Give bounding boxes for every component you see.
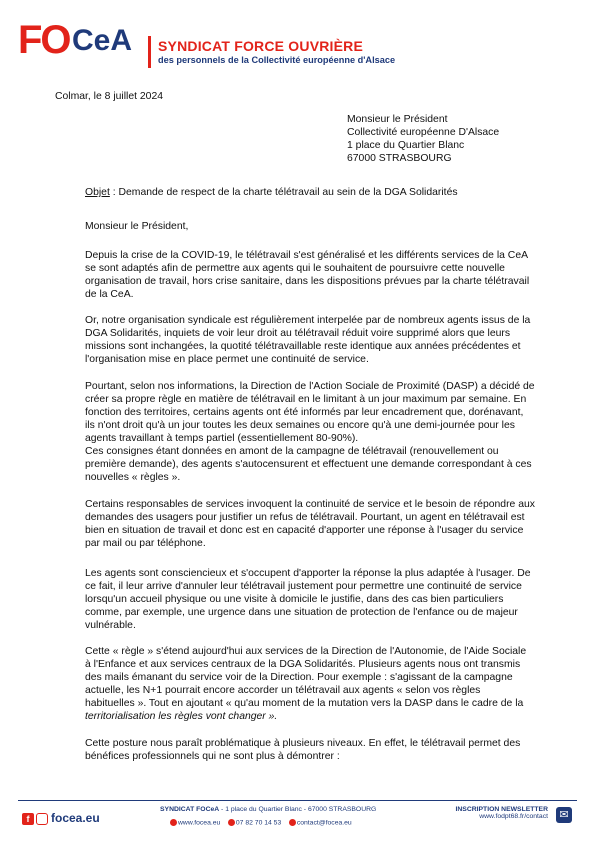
body-paragraph: [85, 645, 527, 723]
union-subtitle: des personnels de la Collectivité européenne d'Alsace: [158, 55, 396, 65]
paragraph-line: première demande), des agents s'autocensurent et effectuent une demande correspondant à ces: [85, 459, 532, 470]
paragraph-line: fonction des territoires, certains agents ont été informés par leur encadrement que, dorénavant,: [85, 407, 524, 418]
header-divider: [148, 36, 151, 68]
salutation: Monsieur le Président,: [85, 221, 189, 232]
paragraph-line: se sont adaptés afin de permettre aux agents qui le souhaitent de poursuivre cette nouvelle: [85, 263, 505, 274]
paragraph-line: Depuis la crise de la COVID-19, le télétravail s'est généralisé et les différents services de la CeA: [85, 250, 529, 261]
union-title: SYNDICAT FORCE OUVRIÈRE: [158, 38, 364, 54]
paragraph-line: missions sont inchangées, la quotité télétravaillable reste identique aux années précédentes et: [85, 341, 521, 352]
footer-email[interactable]: contact@focea.eu: [296, 819, 352, 827]
paragraph-line: créer sa propre règle en matière de télétravail en le limitant à un jour maximum par semaine. En: [85, 394, 527, 405]
body-paragraph: [85, 314, 531, 366]
paragraph-line: des mails émanant du service voir de la Direction. Pour exemple : s'agissant de la campagne: [85, 672, 513, 683]
paragraph-line: Cette « règle » s'étend aujourd'hui aux services de la Direction de l'Autonomie, de l'Aide Sociale: [85, 646, 527, 657]
newsletter-label: INSCRIPTION NEWSLETTER: [455, 806, 548, 813]
paragraph-line: DGA Solidarités, inquiets de voir leur droit au télétravail réduit voire supprimé alors que leurs: [85, 328, 511, 339]
mail-icon[interactable]: ✉: [556, 807, 572, 823]
body-paragraph: [85, 380, 535, 484]
paragraph-line: vulnérable.: [85, 620, 136, 631]
footer-brand[interactable]: [22, 811, 100, 825]
paragraph-line: Ces consignes étant données en amont de la campagne de télétravail (renouvellement ou: [85, 446, 499, 457]
facebook-icon[interactable]: f: [22, 813, 34, 825]
paragraph-line: Certains responsables de services invoquent la continuité de service et le besoin de répondre aux: [85, 499, 535, 510]
paragraph-line: ils n'ont droit qu'à un jour toutes les deux semaines ou encore qu'à une demi-journée pour les: [85, 420, 515, 431]
phone-icon: [228, 819, 235, 826]
paragraph-line: agents travaillant à temps partiel (essentiellement 80-90%).: [85, 433, 359, 444]
paragraph-line: Or, notre organisation syndicale est régulièrement interpelée par de nombreux agents issus de la: [85, 315, 531, 326]
paragraph-line: comme, par exemple, une urgence dans une situation de protection de l'enfance ou de majeur: [85, 607, 518, 618]
newsletter-block: [444, 806, 548, 820]
subject-line: [85, 186, 458, 199]
globe-icon: [170, 819, 177, 826]
paragraph-line: Les agents sont consciencieux et s'occupent d'apporter la réponse la plus adaptée à l'usager. De: [85, 568, 531, 579]
paragraph-line: Pourtant, selon nos informations, la Direction de l'Action Sociale de Proximité (DASP) a décidé de: [85, 381, 535, 392]
recipient-line: Collectivité européenne D'Alsace: [347, 127, 500, 138]
paragraph-line: nouvelles « règles ».: [85, 472, 181, 483]
footer-address: [160, 806, 376, 813]
recipient-line: Monsieur le Président: [347, 114, 448, 125]
paragraph-line: l'organisation mise en place permet une continuité de service.: [85, 354, 369, 365]
cea-logo: CeA: [72, 24, 133, 57]
subject-label: Objet: [85, 187, 110, 198]
footer-address-text: - 1 place du Quartier Blanc - 67000 STRASBOURG: [219, 806, 377, 813]
paragraph-line: habituelles ». Tout en ajoutant « qu'au moment de la mutation vers la DASP dans le cadre de la: [85, 698, 524, 709]
body-paragraph: [85, 498, 535, 550]
footer-phone[interactable]: 07 82 70 14 53: [235, 819, 282, 827]
paragraph-line: à l'Enfance et aux services centraux de la DGA Solidarités. Plusieurs agents nous ont transmis: [85, 659, 521, 670]
fo-logo: FO: [18, 18, 70, 62]
footer-org: SYNDICAT FOCeA: [160, 806, 220, 813]
paragraph-line: par mail ou par téléphone.: [85, 538, 206, 549]
at-icon: [289, 819, 296, 826]
footer-site-link[interactable]: focea.eu: [51, 811, 100, 825]
paragraph-line: Cette posture nous paraît problématique à plusieurs niveaux. En effet, le télétravail permet des: [85, 738, 521, 749]
paragraph-line: bien en situation de travail et donc est en capacité d'apporter une réponse à l'usager du service: [85, 525, 524, 536]
letterhead: [18, 14, 578, 74]
body-paragraph: [85, 737, 521, 763]
footer-contacts: [170, 819, 352, 826]
body-paragraph: [85, 567, 531, 632]
paragraph-line: ce fait, il leur arrive d'annuler leur télétravail justement pour permettre une continuité de service: [85, 581, 522, 592]
paragraph-line: bénéfices professionnels qui ne sont plus à démontrer :: [85, 751, 340, 762]
paragraph-line: de la CeA.: [85, 289, 134, 300]
paragraph-line: actuelle, les N+1 pourrait encore accorder un télétravail aux agents « selon vos règles: [85, 685, 481, 696]
paragraph-line: territorialisation les règles vont changer ».: [85, 711, 278, 722]
footer-divider: [18, 800, 577, 801]
newsletter-link[interactable]: www.fodpt68.fr/contact: [479, 813, 548, 820]
body-paragraph: [85, 249, 530, 301]
date-line: Colmar, le 8 juillet 2024: [55, 91, 164, 102]
instagram-icon[interactable]: [36, 813, 48, 825]
paragraph-line: lorsqu'un accueil physique ou une visite à domicile le justifie, dans des cas bien particuliers: [85, 594, 504, 605]
recipient-line: 67000 STRASBOURG: [347, 153, 452, 164]
subject-text: : Demande de respect de la charte télétravail au sein de la DGA Solidarités: [109, 187, 458, 198]
paragraph-line: demandes des usagers pour justifier un refus de télétravail. Pourtant, un agent en télétravail est: [85, 512, 525, 523]
footer-website[interactable]: www.focea.eu: [178, 819, 221, 827]
recipient-line: 1 place du Quartier Blanc: [347, 140, 465, 151]
paragraph-line: organisation de travail, hors crise sanitaire, dans les dispositions prévues par la charte télétravail: [85, 276, 530, 287]
